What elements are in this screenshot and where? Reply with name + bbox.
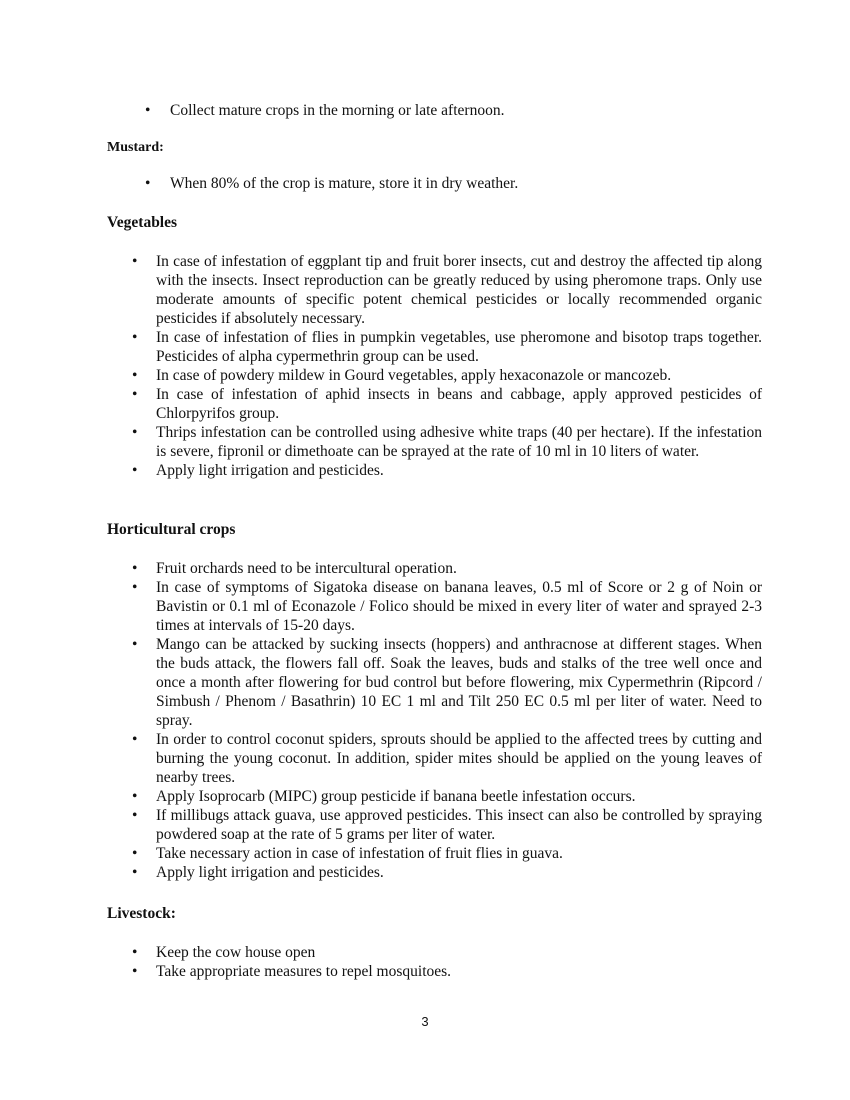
list-item: • Thrips infestation can be controlled using adhesive white traps (40 per hectare). If the infestation is severe, fipronil or dimethoate can be sprayed at the rate of 10 ml in 10 liters of water. — [132, 423, 762, 461]
intro-list — [145, 101, 745, 120]
section-heading-mustard: Mustard: — [107, 140, 164, 155]
list-item: • In case of powdery mildew in Gourd vegetables, apply hexaconazole or mancozeb. — [132, 366, 762, 385]
vegetables-list — [132, 252, 762, 480]
list-item: • Keep the cow house open — [132, 943, 762, 962]
section-heading-livestock: Livestock: — [107, 905, 176, 922]
list-item: • Apply Isoprocarb (MIPC) group pesticide if banana beetle infestation occurs. — [132, 787, 762, 806]
section-heading-horticultural: Horticultural crops — [107, 521, 236, 538]
livestock-list — [132, 943, 762, 981]
list-item: • In case of infestation of flies in pumpkin vegetables, use pheromone and bisotop traps together. Pesticides of alpha cypermethrin group can be used. — [132, 328, 762, 366]
list-item: • Fruit orchards need to be intercultural operation. — [132, 559, 762, 578]
list-item: • Apply light irrigation and pesticides. — [132, 461, 762, 480]
list-item: • Take appropriate measures to repel mosquitoes. — [132, 962, 762, 981]
list-item: • In case of infestation of aphid insects in beans and cabbage, apply approved pesticides of Chlorpyrifos group. — [132, 385, 762, 423]
list-item: • In case of symptoms of Sigatoka disease on banana leaves, 0.5 ml of Score or 2 g of Noin or Bavistin or 0.1 ml of Econazole / Folico should be mixed in every liter of water and sprayed 2-3 times at intervals of 15-20 days. — [132, 578, 762, 635]
list-item: • If millibugs attack guava, use approved pesticides. This insect can also be controlled by spraying powdered soap at the rate of 5 grams per liter of water. — [132, 806, 762, 844]
list-item: • Mango can be attacked by sucking insects (hoppers) and anthracnose at different stages. When the buds attack, the flowers fall off. Soak the leaves, buds and stalks of the tree well once and once a month after flowering for bud control but before flowering, mix Cypermethrin (Ripcord / Simbush / Phenom / Basathrin) 10 EC 1 ml and Tilt 250 EC 0.5 ml per liter of water. Need to spray. — [132, 635, 762, 730]
list-item: • When 80% of the crop is mature, store it in dry weather. — [145, 174, 745, 193]
page-number: 3 — [421, 1014, 429, 1029]
list-item: • Collect mature crops in the morning or late afternoon. — [145, 101, 745, 120]
list-item: • In case of infestation of eggplant tip and fruit borer insects, cut and destroy the affected tip along with the insects. Insect reproduction can be greatly reduced by using pheromone traps. Only use moderate amounts of specific potent chemical pesticides or locally recommended organic pesticides if absolutely necessary. — [132, 252, 762, 328]
horticultural-list — [132, 559, 762, 882]
mustard-list — [145, 174, 745, 193]
list-item: • Apply light irrigation and pesticides. — [132, 863, 762, 882]
section-heading-vegetables: Vegetables — [107, 214, 178, 231]
list-item: • In order to control coconut spiders, sprouts should be applied to the affected trees by cutting and burning the young coconut. In addition, spider mites should be applied on the young leaves of nearby trees. — [132, 730, 762, 787]
list-item: • Take necessary action in case of infestation of fruit flies in guava. — [132, 844, 762, 863]
